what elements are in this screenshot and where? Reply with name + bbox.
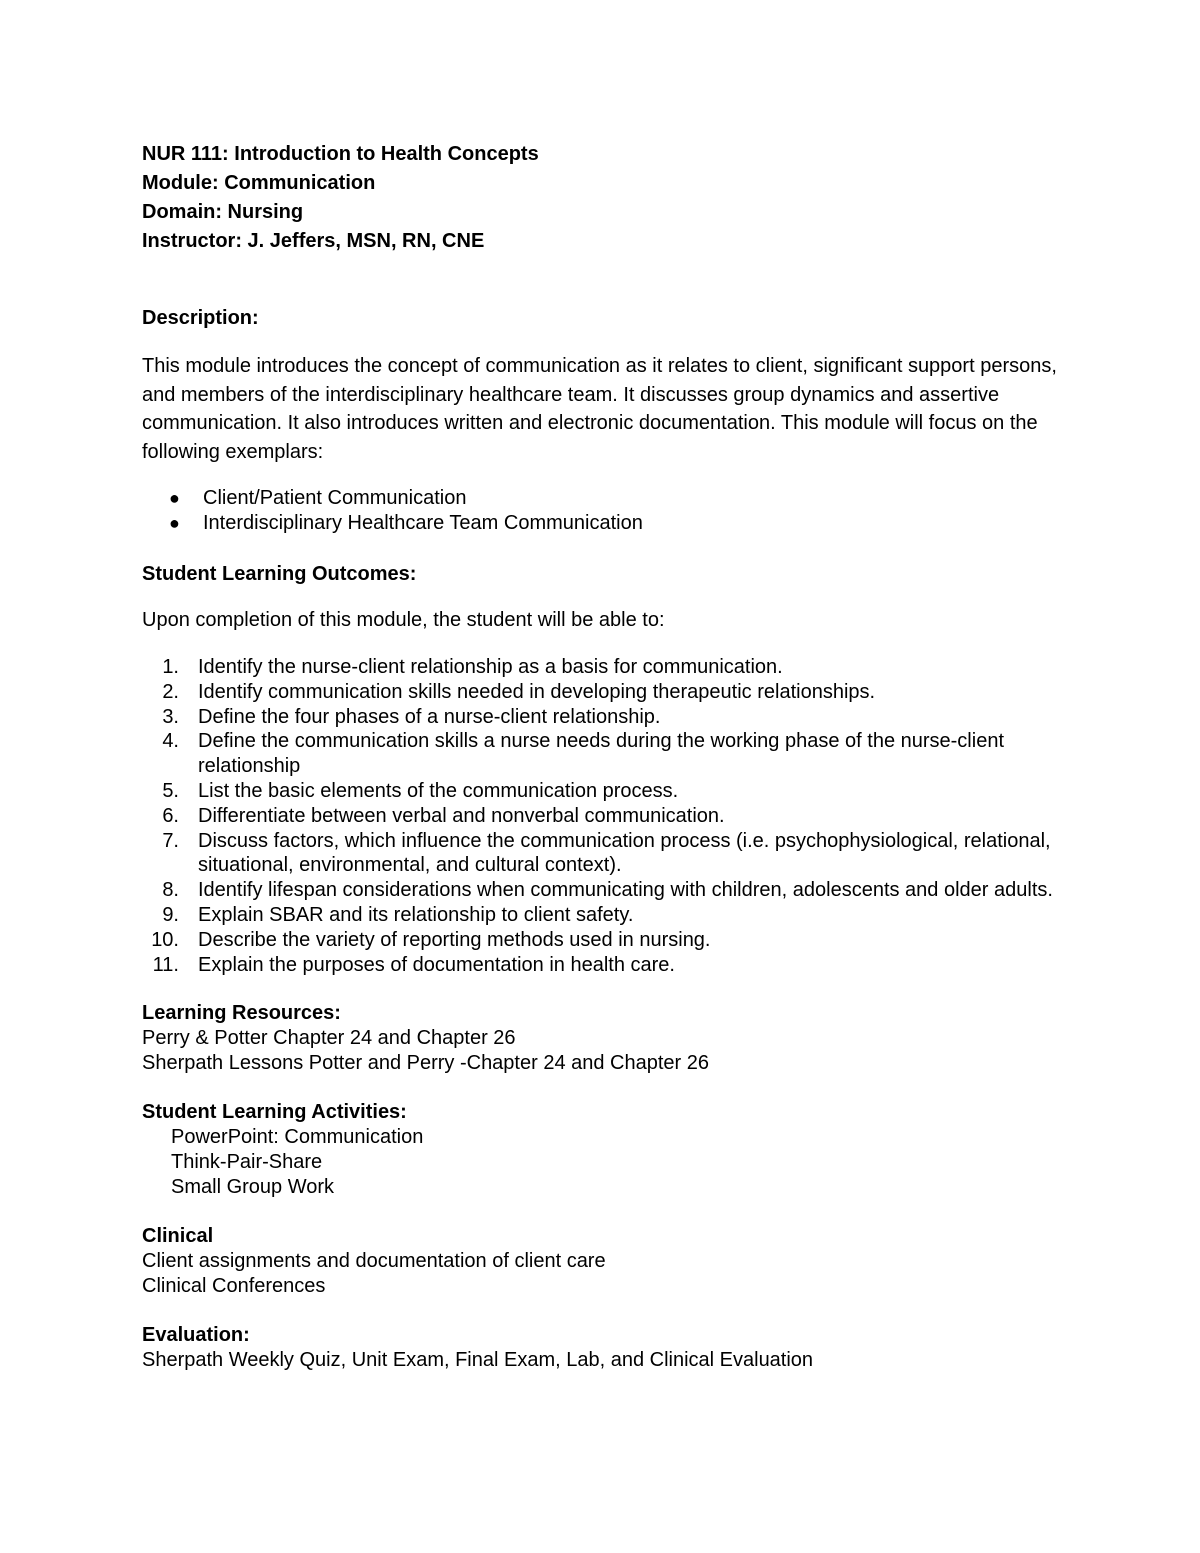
list-item: 5. List the basic elements of the communication process. (162, 779, 679, 802)
list-item: 8. Identify lifespan considerations when communicating with children, adolescents and older adults. (162, 879, 1053, 902)
activity-line: PowerPoint: Communication (171, 1126, 424, 1149)
list-item: 11. Explain the purposes of documentation in health care. (152, 953, 675, 976)
list-item: 10. Describe the variety of reporting methods used in nursing. (151, 928, 711, 951)
clinical-line: Client assignments and documentation of client care (142, 1250, 606, 1273)
description-heading: Description: (142, 307, 259, 329)
outcomes-list (142, 655, 1062, 977)
outcomes-heading: Student Learning Outcomes: (142, 563, 417, 585)
resource-line: Perry & Potter Chapter 24 and Chapter 26 (142, 1027, 516, 1050)
resources-heading: Learning Resources: (142, 1002, 341, 1025)
document-header (142, 140, 1062, 256)
outcomes-intro: Upon completion of this module, the student will be able to: (142, 609, 665, 631)
description-section (142, 304, 1062, 536)
outcomes-section (142, 560, 1062, 977)
domain-line: Domain: Nursing (142, 201, 304, 223)
description-text: This module introduces the concept of communication as it relates to client, significant support persons, and members of the interdisciplinary healthcare team. It discusses group dynamics and assertive communication. It also introduces written and electronic documentation. This module will focus on the following exemplars: (142, 355, 1057, 463)
list-item: 4. Define the communication skills a nurse needs during the working phase of the nurse-client relationship (162, 730, 1004, 778)
module-line: Module: Communication (142, 172, 376, 194)
list-item: 1. Identify the nurse-client relationship as a basis for communication. (162, 656, 783, 678)
activities-heading: Student Learning Activities: (142, 1101, 407, 1124)
list-item: 9. Explain SBAR and its relationship to client safety. (162, 903, 634, 926)
instructor-line: Instructor: J. Jeffers, MSN, RN, CNE (142, 230, 485, 252)
list-item: 6. Differentiate between verbal and nonverbal communication. (162, 804, 725, 827)
list-item: 3. Define the four phases of a nurse-client relationship. (162, 705, 661, 728)
list-item: ● Interdisciplinary Healthcare Team Communication (169, 512, 643, 534)
activities-section (142, 1100, 1062, 1200)
list-item: 2. Identify communication skills needed in developing therapeutic relationships. (162, 680, 876, 703)
activity-line: Small Group Work (171, 1176, 335, 1199)
bullet-icon: ● (169, 488, 180, 508)
clinical-heading: Clinical (142, 1225, 214, 1248)
evaluation-text: Sherpath Weekly Quiz, Unit Exam, Final Exam, Lab, and Clinical Evaluation (142, 1349, 814, 1372)
evaluation-heading: Evaluation: (142, 1324, 250, 1347)
resource-line: Sherpath Lessons Potter and Perry -Chapter 24 and Chapter 26 (142, 1052, 710, 1075)
list-item: ● Client/Patient Communication (169, 487, 467, 509)
exemplar-list (142, 486, 1062, 536)
clinical-section (142, 1224, 1062, 1299)
document-page (142, 140, 1062, 1373)
clinical-line: Clinical Conferences (142, 1275, 326, 1298)
course-title: NUR 111: Introduction to Health Concepts (142, 143, 539, 165)
activity-line: Think-Pair-Share (171, 1151, 323, 1174)
resources-section (142, 1001, 1062, 1076)
evaluation-section (142, 1323, 1062, 1373)
bullet-icon: ● (169, 513, 180, 533)
list-item: 7. Discuss factors, which influence the communication process (i.e. psychophysiological, relational, situational, environmental, and cultural context). (162, 829, 1051, 877)
